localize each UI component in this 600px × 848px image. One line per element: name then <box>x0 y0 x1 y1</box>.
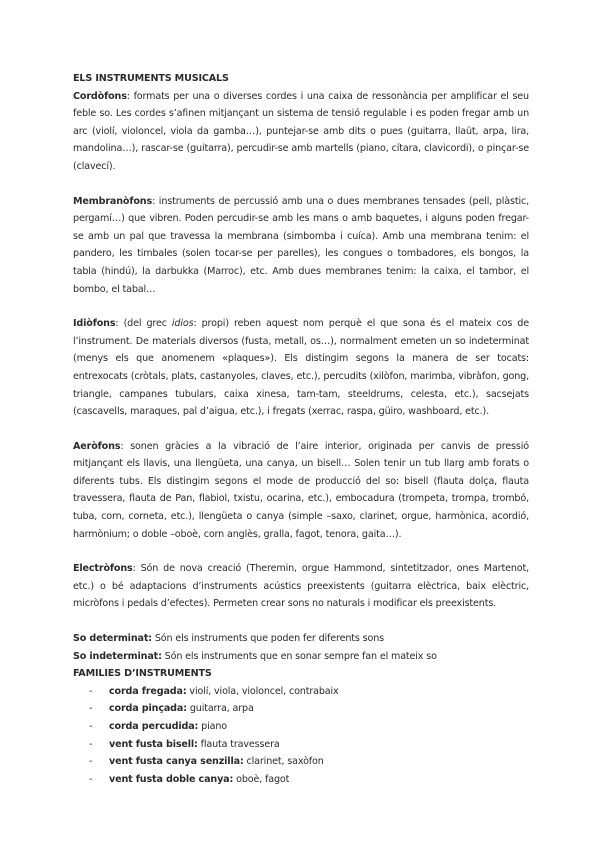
family-term: vent fusta doble canya: <box>109 773 234 785</box>
list-item <box>73 771 529 789</box>
idiofons-paragraph <box>73 315 529 421</box>
electrofons-paragraph <box>73 560 529 613</box>
family-text: piano <box>198 721 227 732</box>
list-dash: - <box>89 773 93 785</box>
family-text: clarinet, saxòfon <box>243 756 324 768</box>
family-text: flauta travessera <box>197 738 280 750</box>
family-text: oboè, fagot <box>233 773 290 785</box>
page-title: ELS INSTRUMENTS MUSICALS <box>73 73 229 84</box>
so-determinat-term: So determinat: <box>73 633 152 645</box>
family-term: corda fregada: <box>109 685 187 697</box>
idiofons-text-b: : propi) reben aquest nom perquè el que sona és el mateix cos de l’instrument. De materials diversos (fusta, metall, os…), normalment emeten un so indeterminat (menys els que anomenem «plaques»). Els distingim segons la manera de ser tocats: entrexocats (cròtals, plats, castanyoles, claves, etc.), percudits (xilòfon, marimba, vibràfon, gong, triangle, campanes tubulars, caixa xinesa, tam-tam, steeldrums, celesta, etc.), sacsejats (cascavells, maraques, pal d’aigua, etc.), i fregats (xerrac, raspa, güiro, washboard, etc.). <box>73 318 530 418</box>
idiofons-text-a: : (del grec <box>115 318 172 330</box>
family-term: corda percudida: <box>109 721 199 732</box>
so-determinat-text: Són els instruments que poden fer diferents sons <box>151 633 385 645</box>
family-text: violí, viola, violoncel, contrabaix <box>186 685 339 697</box>
aerofons-term: Aeròfons <box>73 440 121 452</box>
list-dash: - <box>89 721 93 732</box>
so-indeterminat-line <box>73 648 529 666</box>
list-item <box>73 718 529 736</box>
aerofons-text: : sonen gràcies a la vibració de l’aire interior, originada per canvis de pressió mitjançant els llavis, una llengüeta, una canya, un bisell… Solen tenir un tub llarg amb forats o diferents tubs. Els distingim segons el mode de producció del so: bisell (flauta dolça, flauta travessera, flauta de Pan, flabiol, txistu, ocarina, etc.), embocadura (trompeta, trompa, trombó, tuba, corn, corneta, etc.), llengüeta o canya (simple –saxo, clarinet, orgue, harmònica, acordió, harmònium; o doble –oboè, corn anglès, gralla, fagot, tenora, gaita…). <box>73 440 529 540</box>
families-list <box>73 683 529 789</box>
cordofons-paragraph <box>73 88 529 176</box>
list-dash: - <box>89 703 93 715</box>
list-dash: - <box>89 738 93 750</box>
list-dash: - <box>89 756 93 768</box>
so-determinat-line <box>73 630 529 648</box>
electrofons-term: Electròfons <box>73 563 133 575</box>
cordofons-term: Cordòfons <box>73 90 127 102</box>
list-item <box>73 683 529 701</box>
membranofons-term: Membranòfons <box>73 195 153 207</box>
family-term: corda pinçada: <box>109 703 187 715</box>
document-content <box>73 70 529 788</box>
electrofons-text: : Són de nova creació (Theremin, orgue Hammond, sintetitzador, ones Martenot, etc.) o bé adaptacions d’instruments acústics preexistents (guitarra elèctrica, baix elèctric, micròfons i pedals d’efectes). Permeten crear sons no naturals i modificar els preexistents. <box>73 563 529 610</box>
aerofons-paragraph <box>73 438 529 544</box>
list-item <box>73 753 529 771</box>
family-term: vent fusta bisell: <box>109 738 198 750</box>
idiofons-term: Idiòfons <box>73 318 116 330</box>
membranofons-text: : instruments de percussió amb una o dues membranes tensades (pell, plàstic, pergamí…) que vibren. Poden percudir-se amb les mans o amb baquetes, i alguns poden fregar-se amb un pal que travessa la membrana (simbomba i cuíca). Amb una membrana tenim: el pandero, les timbales (solen tocar-se per parelles), les congues o tombadores, els bongos, la tabla (hindú), la darbukka (Marroc), etc. Amb dues membranes tenim: la caixa, el tambor, el bombo, el tabal… <box>73 195 529 295</box>
so-indeterminat-text: Són els instruments que en sonar sempre fan el mateix so <box>161 650 437 662</box>
list-dash: - <box>89 685 93 697</box>
family-text: guitarra, arpa <box>186 703 254 715</box>
membranofons-paragraph <box>73 193 529 299</box>
list-item <box>73 700 529 718</box>
family-term: vent fusta canya senzilla: <box>109 756 244 768</box>
idiofons-text-italic: idios <box>171 318 194 330</box>
cordofons-text: : formats per una o diverses cordes i una caixa de ressonància per amplificar el seu feble so. Les cordes s’afinen mitjançant un sistema de tensió regulable i es poden fregar amb un arc (violí, violoncel, viola da gamba…), puntejar-se amb dits o pues (guitarra, llaüt, arpa, lira, mandolina…), rascar-se (guitarra), percudir-se amb martells (piano, cítara, clavicordi), o pinçar-se (clavecí). <box>73 90 529 172</box>
so-indeterminat-term: So indeterminat: <box>73 650 162 662</box>
families-title: FAMILIES D’INSTRUMENTS <box>73 668 212 680</box>
list-item <box>73 736 529 754</box>
